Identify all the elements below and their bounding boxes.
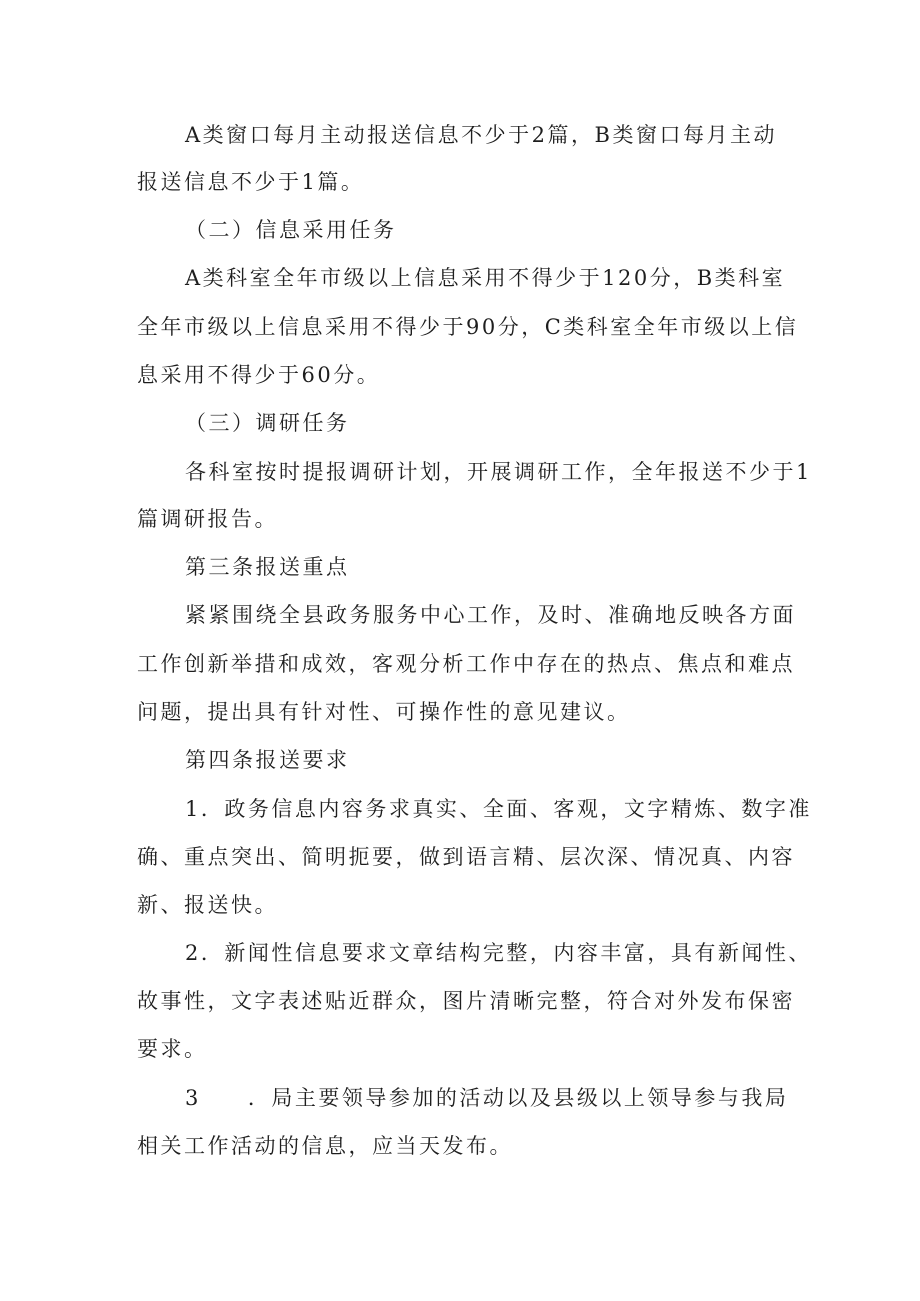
paragraph-line: 各科室按时提报调研计划，开展调研工作，全年报送不少于1 — [185, 460, 812, 484]
section-heading: （三）调研任务 — [185, 411, 350, 435]
paragraph-line: 要求。 — [137, 1037, 208, 1061]
paragraph-line: 3 ．局主要领导参加的活动以及县级以上领导参与我局 — [185, 1086, 789, 1110]
paragraph-line: 工作创新举措和成效，客观分析工作中存在的热点、焦点和难点 — [137, 652, 795, 676]
paragraph-line: 故事性，文字表述贴近群众，图片清晰完整，符合对外发布保密 — [137, 989, 795, 1013]
paragraph-line: 2．新闻性信息要求文章结构完整，内容丰富，具有新闻性、 — [185, 941, 812, 965]
paragraph-line: A类窗口每月主动报送信息不少于2篇，B类窗口每月主动 — [185, 123, 777, 147]
paragraph-line: 报送信息不少于1篇。 — [137, 170, 365, 194]
paragraph-line: 1．政务信息内容务求真实、全面、客观，文字精炼、数字准 — [185, 797, 812, 821]
article-heading: 第四条报送要求 — [185, 748, 350, 772]
paragraph-line: 确、重点突出、简明扼要，做到语言精、层次深、情况真、内容 — [137, 845, 795, 869]
section-heading: （二）信息采用任务 — [185, 218, 397, 242]
paragraph-line: 息采用不得少于60分。 — [137, 363, 381, 387]
paragraph-line: 全年市级以上信息采用不得少于90分，C类科室全年市级以上信 — [137, 315, 799, 339]
paragraph-line: 相关工作活动的信息，应当天发布。 — [137, 1134, 513, 1158]
paragraph-line: 紧紧围绕全县政务服务中心工作，及时、准确地反映各方面 — [185, 603, 796, 627]
paragraph-line: 篇调研报告。 — [137, 507, 278, 531]
paragraph-line: 新、报送快。 — [137, 893, 278, 917]
article-heading: 第三条报送重点 — [185, 555, 350, 579]
paragraph-line: A类科室全年市级以上信息采用不得少于120分，B类科室 — [185, 266, 786, 290]
paragraph-line: 问题，提出具有针对性、可操作性的意见建议。 — [137, 700, 631, 724]
